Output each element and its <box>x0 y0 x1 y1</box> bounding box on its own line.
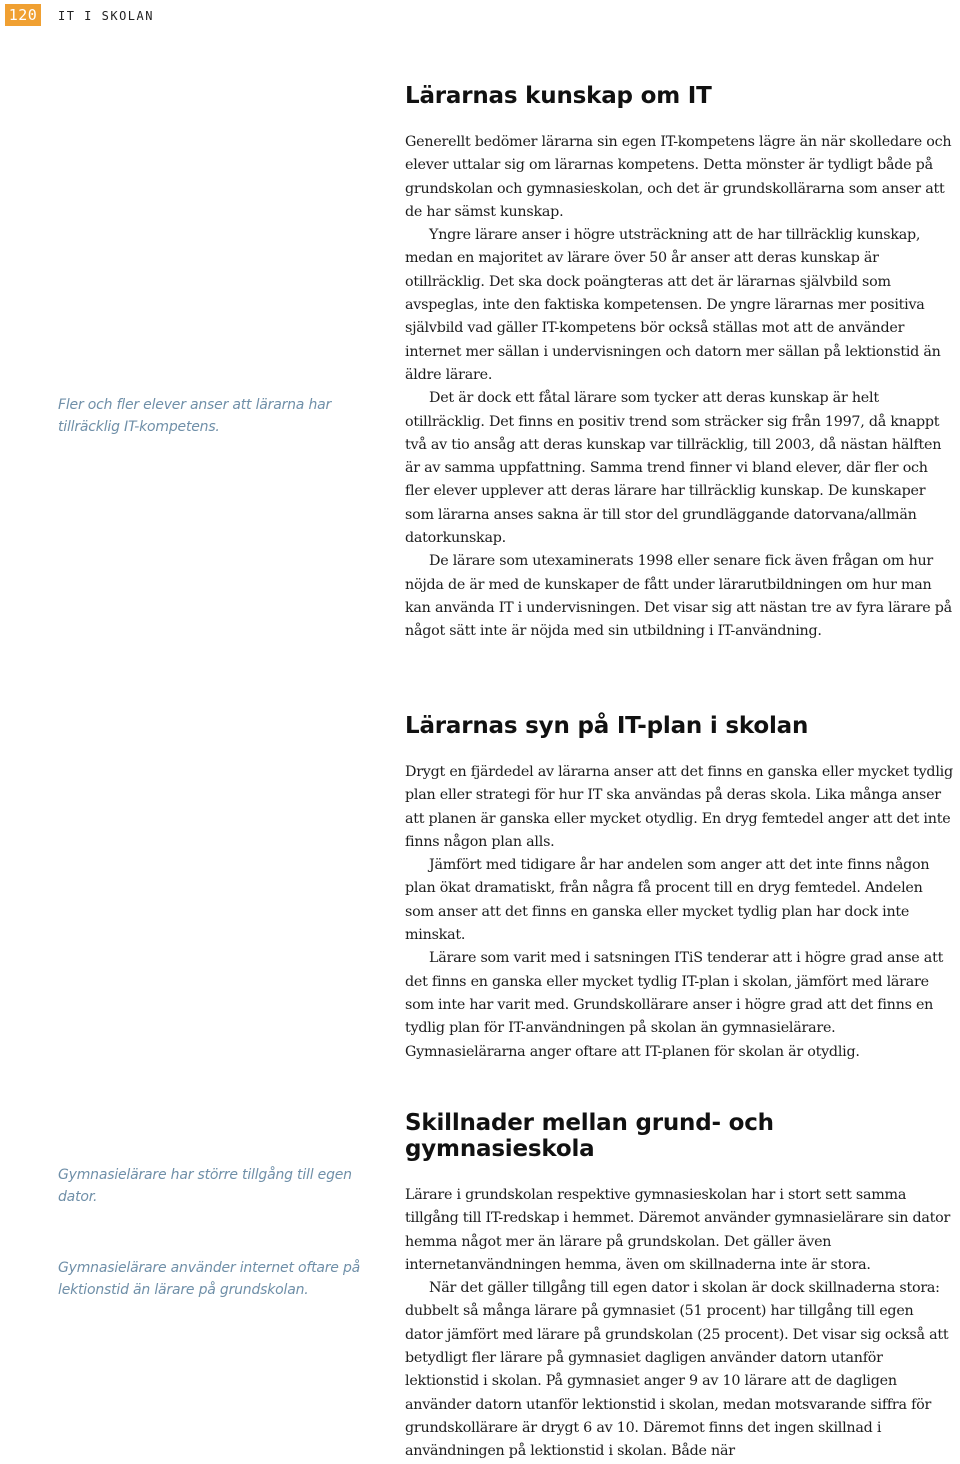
pull-quote <box>58 394 358 438</box>
section-skillnader <box>405 1110 955 1464</box>
paragraph: De lärare som utexaminerats 1998 eller senare fick även frågan om hur nöjda de är med de kunskaper de fått under lärarutbildningen om hur man kan använda IT i undervisningen. Det visar sig att nästan tre av fyra lärare på något sätt inte är nöjda med sin utbildning i IT-användning. <box>405 553 952 640</box>
running-head: IT I SKOLAN <box>58 9 154 23</box>
pull-quote-text: Gymnasielärare använder internet oftare på lektionstid än lärare på grundskolan. <box>58 1260 361 1298</box>
section-it-plan <box>405 713 955 1064</box>
page-number: 120 <box>5 4 41 26</box>
paragraph: Lärare i grundskolan respektive gymnasieskolan har i stort sett samma tillgång till IT-redskap i hemmet. Däremot använder gymnasielärare sin dator hemma något mer än lärare på grundskolan. Det gäller även internetanvändningen hemma, även om skillnaderna inte är stora. <box>405 1187 951 1273</box>
paragraph: Yngre lärare anser i högre utsträckning att de har tillräcklig kunskap, medan en majoritet av lärare över 50 år anser att deras kunskap är otillräcklig. Det ska dock poängteras att det är lärarnas självbild som avspeglas, inte den faktiska kompetensen. De yngre lärarnas mer positiva självbild vad gäller IT-kompetens bör också ställas mot att de använder internet mer sällan i undervisningen och datorn mer sällan på lektionstid än äldre lärare. <box>405 227 941 383</box>
paragraph: Det är dock ett fåtal lärare som tycker att deras kunskap är helt otillräcklig. Det finns en positiv trend som sträcker sig från 1997, då knappt två av tio ansåg att deras kunskap var tillräcklig, till 2003, då nästan hälften är av samma uppfattning. Samma trend finner vi bland elever, där fler och fler elever upplever att deras lärare har tillräcklig kunskap. De kunskaper som lärarna anses sakna är till stor del grundläggande datorvana/allmän datorkunskap. <box>405 390 942 547</box>
paragraph: Generellt bedömer lärarna sin egen IT-kompetens lägre än när skolledare och elever uttalar sig om lärarnas kompetens. Detta mönster är tydligt både på grundskolan och gymnasieskolan, och det är grundskollärarna som anser att de har sämst kunskap. <box>405 134 952 220</box>
paragraph: Jämfört med tidigare år har andelen som anger att det inte finns någon plan ökat dramatiskt, från några få procent till en dryg femtedel. Andelen som anser att det finns en ganska eller mycket tydlig plan har dock inte minskat. <box>405 857 930 944</box>
section-body <box>405 1184 955 1464</box>
section-body <box>405 761 955 1064</box>
pull-quote <box>58 1257 378 1301</box>
section-lararnas-kunskap <box>405 83 955 644</box>
section-title: Lärarnas kunskap om IT <box>405 83 712 109</box>
section-body <box>405 131 955 644</box>
paragraph: Drygt en fjärdedel av lärarna anser att det finns en ganska eller mycket tydlig plan eller strategi för hur IT ska användas på deras skola. Lika många anser att planen är ganska eller mycket otydlig. En dryg femtedel anger att det inte finns någon plan alls. <box>405 764 953 850</box>
pull-quote-text: Gymnasielärare har större tillgång till egen dator. <box>58 1167 352 1205</box>
pull-quote-text: Fler och fler elever anser att lärarna har tillräcklig IT-kompetens. <box>58 397 332 435</box>
pull-quote <box>58 1164 358 1208</box>
paragraph: Lärare som varit med i satsningen ITiS tenderar att i högre grad anse att det finns en ganska eller mycket tydlig IT-plan i skolan, jämfört med lärare som inte har varit med. Grundskollärare anser i högre grad att det finns en tydlig plan för IT-användningen på skolan än gymnasielärare. Gymnasielärarna anger oftare att IT-planen för skolan är otydlig. <box>405 950 944 1060</box>
section-title: Skillnader mellan grund- och gymnasieskola <box>405 1110 774 1162</box>
page-header <box>0 0 960 32</box>
section-title: Lärarnas syn på IT-plan i skolan <box>405 713 809 739</box>
paragraph: När det gäller tillgång till egen dator i skolan är dock skillnaderna stora: dubbelt så många lärare på gymnasiet (51 procent) har tillgång till egen dator jämfört med lärare på grundskolan (25 procent). Det visar sig också att betydligt fler lärare på gymnasiet dagligen använder datorn utanför lektionstid i skolan. På gymnasiet anger 9 av 10 lärare att de dagligen använder datorn utanför lektionstid i skolan, medan motsvarande siffra för grundskollärare är drygt 6 av 10. Däremot finns det ingen skillnad i användningen på lektionstid i skolan. Både när <box>405 1280 949 1460</box>
